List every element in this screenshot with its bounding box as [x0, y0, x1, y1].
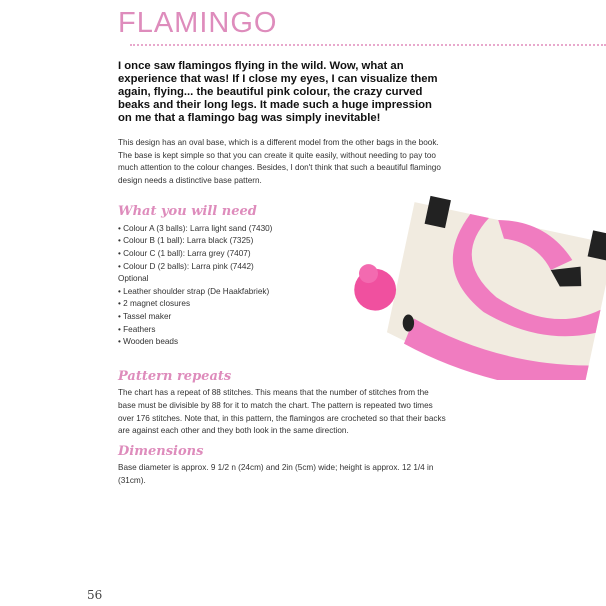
list-item: • Tassel maker	[118, 311, 172, 321]
intro-paragraph: I once saw flamingos flying in the wild. Wow, what an experience that was! If I close my eyes, I can visualize them again, flying... the beautiful pink colour, the crazy curved beaks and their long legs. It made such a huge impression on me that a flamingo bag was simply inevitable!	[118, 60, 438, 124]
list-item: • Colour C (1 ball): Larra grey (7407)	[118, 249, 251, 258]
list-item: • Colour B (1 ball): Larra black (7325)	[118, 236, 254, 246]
list-item: • 2 magnet closures	[118, 299, 191, 309]
dimensions-heading: Dimensions	[118, 444, 204, 460]
list-item: • Leather shoulder strap (De Haakfabriek)	[118, 286, 270, 296]
list-item: • Colour D (2 balls): Larra pink (7442)	[118, 261, 254, 271]
pattern-repeats-text: The chart has a repeat of 88 stitches. This means that the number of stitches from the base must be divisible by 88 for it to match the chart. The pattern is repeated two times over 176 stitches. Note that, in this pattern, the flamingos are crocheted so that their backs are against each other and they both look in the same direction.	[118, 387, 446, 436]
list-item: • Colour A (3 balls): Larra light sand (7430)	[118, 223, 273, 233]
list-item: Optional	[118, 274, 149, 284]
dimensions-text: Base diameter is approx. 9 1/2 n (24cm) and 2in (5cm) wide; height is approx. 12 1/4 in (31cm).	[118, 463, 434, 486]
what-you-will-need-heading: What you will need	[118, 203, 257, 219]
list-item: • Feathers	[118, 324, 156, 334]
page-number: 56	[87, 588, 103, 602]
pattern-repeats-heading: Pattern repeats	[118, 368, 232, 384]
page-title: FLAMINGO	[118, 7, 278, 39]
text-column	[118, 6, 448, 488]
strap-tab	[588, 230, 606, 260]
list-item: • Wooden beads	[118, 337, 179, 347]
materials-list	[118, 223, 448, 349]
body-paragraph: This design has an oval base, which is a different model from the other bags in the book. The base is kept simple so that you can create it quite easily, without needing to pay too much attention to the colour changes. Besides, I don't think that such a beautiful flamingo design needs a distinctive base pattern.	[118, 138, 441, 186]
